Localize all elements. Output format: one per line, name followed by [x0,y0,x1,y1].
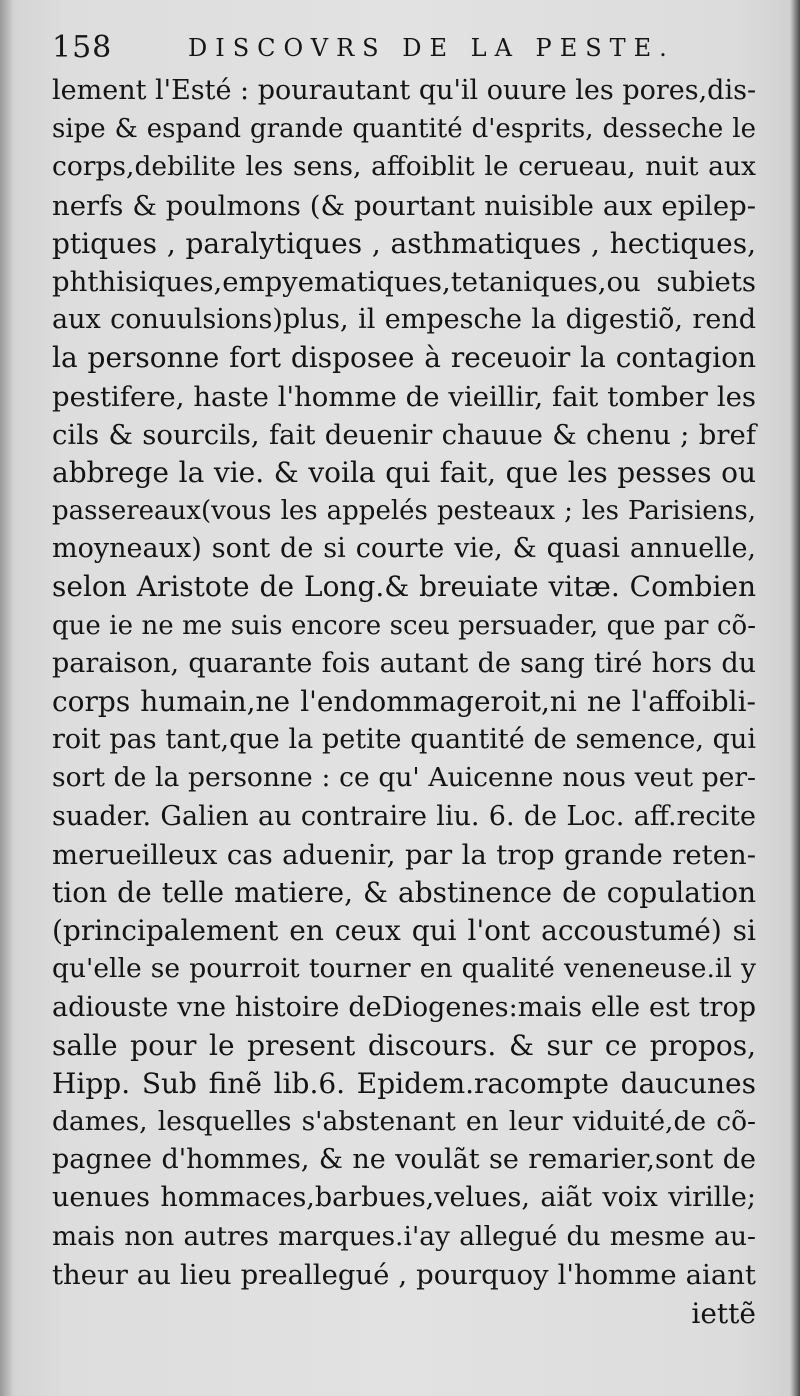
text-line: roit pas tant,que la petite quantité de semence, qui [52,724,756,756]
running-title: DISCOVRS DE LA PESTE. [188,34,675,62]
text-line: abbrege la vie. & voila qui fait, que les pesses ou [52,455,756,489]
text-line: cils & sourcils, fait deuenir chauue & chenu ; bref [52,418,756,451]
text-line: sort de la personne : ce qu' Auicenne nous veut per- [52,762,756,794]
page-number: 158 [52,30,113,65]
text-line: sipe & espand grande quantité d'esprits, desseche le [52,114,756,145]
page-left-edge-shadow [0,0,14,1396]
text-line: corps,debilite les sens, affoiblit le cerueau, nuit aux [52,151,756,183]
text-line: passereaux(vous les appelés pesteaux ; les Parisiens, [52,496,756,527]
text-line: qu'elle se pourroit tourner en qualité veneneuse.il y [52,953,756,985]
text-line: suader. Galien au contraire liu. 6. de Loc. aff.recite [52,800,756,832]
text-line: corps humain,ne l'endommageroit,ni ne l'affoibli- [52,685,756,718]
body-text [52,72,756,1334]
catchword: iettẽ [691,1297,756,1330]
text-line: phthisiques,empyematiques,tetaniques,ou subiets [52,265,756,298]
text-line: ptiques , paralytiques , asthmatiques , hectiques, [52,226,756,260]
text-line: pestifere, haste l'homme de vieillir, fait tomber les [52,380,756,413]
text-line: theur au lieu preallegué , pourquoy l'homme aiant [52,1258,756,1291]
text-line: mais non autres marques.i'ay allegué du mesme au- [52,1220,756,1252]
page-right-edge-shadow [790,0,800,1396]
catchword-row [52,1294,756,1334]
page-header [52,28,752,68]
text-line: aux conuulsions)plus, il empesche la digestiõ, rend [52,304,756,336]
text-line: selon Aristote de Long.& breuiate vitæ. Combien [52,570,756,604]
text-line: lement l'Esté : pourautant qu'il ouure les pores,dis- [52,75,757,106]
text-line: moyneaux) sont de si courte vie, & quasi annuelle, [52,533,756,565]
text-line: Hipp. Sub finẽ lib.6. Epidem.racompte daucunes [52,1066,756,1100]
text-line: salle pour le present discours. & sur ce propos, [52,1028,756,1062]
text-line: que ie ne me suis encore sceu persuader, que par cõ- [52,610,756,641]
text-line: paraison, quarante fois autant de sang tiré hors du [52,647,756,679]
text-line: merueilleux cas aduenir, par la trop grande reten- [52,838,756,871]
text-line: (principalement en ceux qui l'ont accoustumé) si [52,914,756,948]
text-line: adiouste vne histoire deDiogenes:mais elle est trop [52,991,756,1023]
text-line: pagnee d'hommes, & ne voulãt se remarier,sont de [52,1144,756,1176]
text-line: tion de telle matiere, & abstinence de copulation [52,875,756,909]
text-line: uenues hommaces,barbues,velues, aiãt voix virille; [52,1182,756,1214]
text-line: nerfs & poulmons (& pourtant nuisible aux epilep- [52,189,756,222]
text-line: la personne fort disposee à receuoir la contagion [52,341,756,375]
text-line: dames, lesquelles s'abstenant en leur viduité,de cõ- [52,1106,756,1138]
